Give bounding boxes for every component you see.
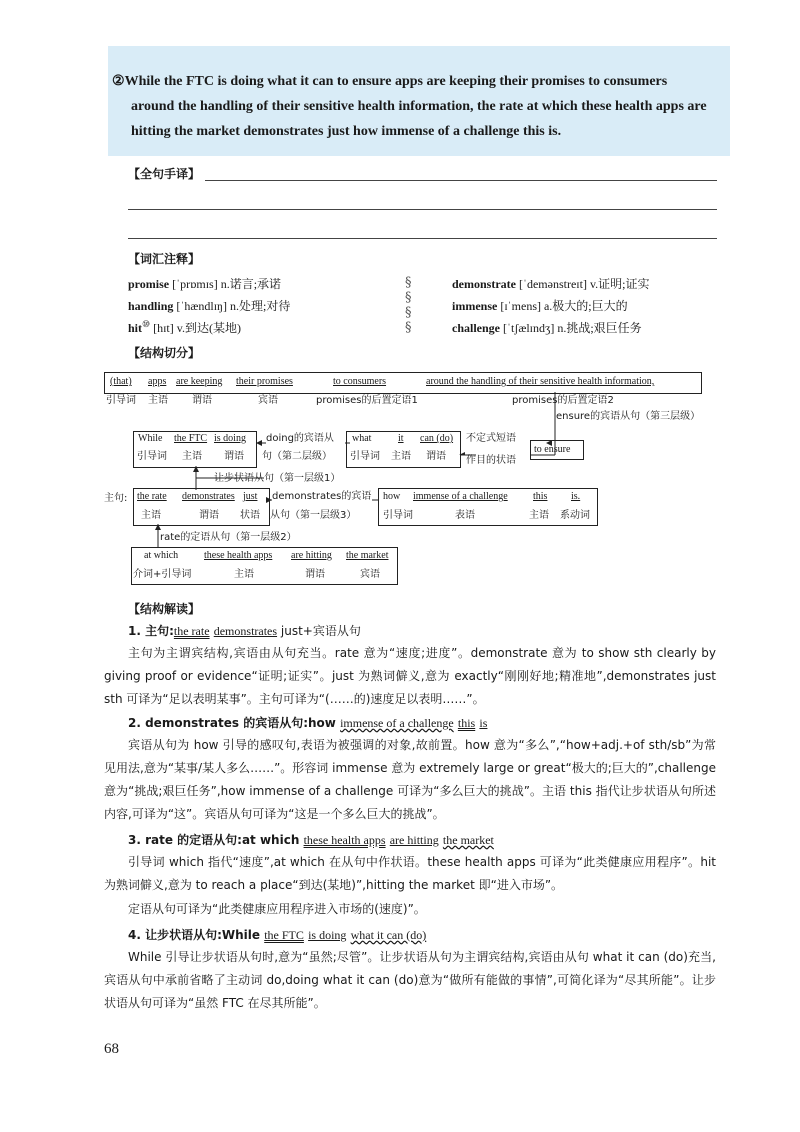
diagram-role: 主语: [391, 451, 411, 462]
structure-label: 【结构切分】: [128, 346, 201, 360]
diagram-role: 谓语: [224, 451, 244, 462]
analysis-heading-4: 4. 让步状语从句:While the FTC is doing what it can (do): [128, 928, 427, 942]
doing-clause-label: doing的宾语从: [266, 433, 334, 444]
diagram-word: it: [398, 433, 404, 444]
diagram-word: this: [533, 491, 548, 502]
diagram-role: 谓语: [192, 395, 212, 406]
ensure-clause-label: ensure的宾语从句（第三层级）: [556, 411, 701, 422]
analysis-heading-3: 3. rate 的定语从句:at which these health apps are hitting the market: [128, 833, 494, 847]
diagram-word: the market: [346, 550, 389, 561]
diagram-role: 谓语: [199, 510, 219, 521]
rate-clause-label: rate的定语从句（第一层级2）: [160, 532, 297, 543]
divider-icon: §: [405, 320, 412, 335]
analysis-label: 【结构解读】: [128, 602, 201, 616]
analysis-paragraph-2: 宾语从句为 how 引导的感叹句,表语为被强调的对象,故前置。how 意为“多么”,“how+adj.+of sth/sb”为常见用法,意为“某事/某人多么……”。形容词 immense 意为 extremely large or great“极大的;巨大的”,challenge 意为“挑战;艰巨任务”,how immense of a challenge 可译为“多么巨大的挑战”。主语 this 指代让步状语从句所述内容,可译为“这”。宾语从句可译为“这是一个多么巨大的挑战”。: [104, 738, 716, 821]
diagram-role: 表语: [455, 510, 475, 521]
diagram-word: their promises: [236, 376, 293, 387]
analysis-heading-1: 1. 主句:the rate demonstrates just+宾语从句: [128, 624, 361, 638]
diagram-role: 引导词: [106, 395, 136, 406]
concessive-label: 让步状语从句（第一层级1）: [214, 473, 341, 484]
vocab-item-hit: hit⑩ [hɪt] v.到达(某地): [128, 319, 241, 335]
infinitive-label: 不定式短语: [466, 433, 516, 444]
diagram-role: 引导词: [383, 510, 413, 521]
diagram-word: are hitting: [291, 550, 332, 561]
diagram-role: 宾语: [360, 569, 380, 580]
diagram-role: 引导词: [137, 451, 167, 462]
diagram-word: the FTC: [174, 433, 208, 444]
diagram-word: at which: [144, 550, 179, 561]
analysis-paragraph-1: 主句为主谓宾结构,宾语由从句充当。rate 意为“速度;进度”。demonstrate 意为 to show sth clearly by giving proof or evidence“证明;证实”。just 为熟词僻义,意为 exactly“刚刚好地;精准地”,demonstrates just sth 可译为“足以表明某事”。主句可译为“(……的)速度足以表明……”。: [104, 646, 716, 706]
analysis-paragraph-4: While 引导让步状语从句时,意为“虽然;尽管”。让步状语从句为主谓宾结构,宾语由从句 what it can (do)充当,宾语从句中承前省略了主动词 do,doing what it can (do)意为“做所有能做的事情”,可简化译为“尽其所能”。让步状语从句可译为“虽然 FTC 在尽其所能”。: [104, 950, 716, 1010]
main-clause-label: 主句:: [104, 493, 128, 504]
diagram-role: 谓语: [426, 451, 446, 462]
diagram-word: just: [243, 491, 258, 502]
diagram-word: is.: [571, 491, 581, 502]
diagram-role: promises的后置定语1: [316, 395, 418, 406]
diagram-role: 主语: [529, 510, 549, 521]
sentence-marker: ②: [112, 74, 125, 89]
sentence-line-2: around the handling of their sensitive health information, the rate at which these health apps are: [131, 99, 707, 114]
diagram-word: While: [138, 433, 163, 444]
doing-clause-label: 句（第二层级）: [262, 451, 332, 462]
diagram-role: 主语: [182, 451, 202, 462]
dem-clause-label: demonstrates的宾语: [272, 491, 372, 502]
diagram-word: how: [383, 491, 401, 502]
vocab-item-handling: handling [ˈhændlɪŋ] n.处理;对待: [128, 299, 291, 313]
diagram-word: immense of a challenge: [413, 491, 508, 502]
sentence-line-1: ②While the FTC is doing what it can to ensure apps are keeping their promises to consumers: [112, 74, 668, 89]
divider-icon: §: [405, 305, 412, 320]
diagram-role: 状语: [240, 510, 260, 521]
diagram-role: 主语: [148, 395, 168, 406]
diagram-role: 系动词: [560, 510, 590, 521]
divider-icon: §: [405, 290, 412, 305]
diagram-word: what: [352, 433, 372, 444]
diagram-word: apps: [148, 376, 167, 387]
diagram-word: can (do): [420, 433, 454, 444]
diagram-word: these health apps: [204, 550, 273, 561]
diagram-role: 引导词: [350, 451, 380, 462]
diagram-role: 宾语: [258, 395, 278, 406]
diagram-word: the rate: [137, 491, 167, 502]
vocab-item-immense: immense [ɪˈmens] a.极大的;巨大的: [452, 299, 628, 313]
analysis-paragraph-3a: 引导词 which 指代“速度”,at which 在从句中作状语。these health apps 可译为“此类健康应用程序”。hit 为熟词僻义,意为 to reach a place“到达(某地)”,hitting the market 即“进入市场”。: [104, 855, 716, 892]
diagram-role: 介词+引导词: [133, 569, 192, 580]
dem-clause-label: 从句（第一层级3）: [270, 510, 357, 521]
to-ensure-text: to ensure: [534, 444, 571, 455]
vocab-label: 【词汇注释】: [128, 252, 201, 266]
diagram-word: to consumers: [333, 376, 387, 387]
infinitive-label: 作目的状语: [466, 455, 516, 466]
diagram-role: 谓语: [305, 569, 325, 580]
diagram-word: demonstrates: [182, 491, 235, 502]
vocab-item-challenge: challenge [ˈtʃælɪndʒ] n.挑战;艰巨任务: [452, 321, 642, 335]
diagram-word: around the handling of their sensitive health information,: [426, 376, 655, 387]
vocab-item-demonstrate: demonstrate [ˈdemənstreɪt] v.证明;证实: [452, 277, 650, 291]
sentence-line-3: hitting the market demonstrates just how immense of a challenge this is.: [131, 124, 562, 139]
diagram-word: are keeping: [176, 376, 223, 387]
analysis-paragraph-3b: 定语从句可译为“此类健康应用程序进入市场的(速度)”。: [128, 902, 426, 916]
diagram-word: (that): [110, 376, 132, 387]
divider-icon: §: [405, 275, 412, 290]
diagram-role: 主语: [234, 569, 254, 580]
translation-label: 【全句手译】: [128, 167, 201, 181]
page-number: 68: [104, 1041, 119, 1057]
vocab-item-promise: promise [ˈprɒmɪs] n.诺言;承诺: [128, 277, 282, 291]
diagram-role: promises的后置定语2: [512, 395, 614, 406]
diagram-word: is doing: [214, 433, 246, 444]
diagram-role: 主语: [141, 510, 161, 521]
analysis-heading-2: 2. demonstrates 的宾语从句:how immense of a challenge this is: [128, 716, 488, 730]
